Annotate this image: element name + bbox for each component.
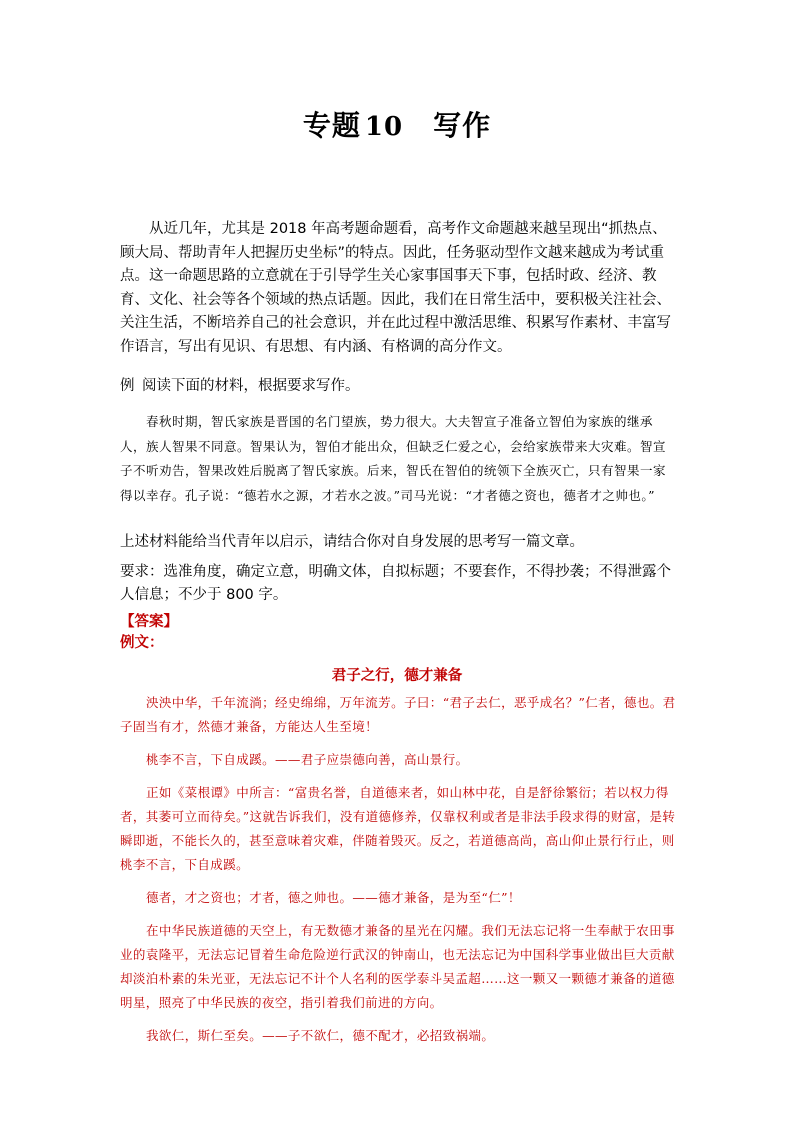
essay-paragraph: 在中华民族道德的天空上，有无数德才兼备的星光在闪耀。我们无法忘记将一生奉献于农田事业的袁隆平，无法忘记冒着生命危险逆行武汉的钟南山，也无法忘记为中国科学事业做出巨大贡献却淡泊朴素的朱光亚，无法忘记不计个人名利的医学泰斗吴孟超……这一颗又一颗德才兼备的道德明星，照亮了中华民族的夜空，指引着我们前进的方向。 [120, 923, 675, 1010]
title-prefix: 专题 [302, 109, 361, 142]
essay-title: 君子之行，德才兼备 [331, 668, 463, 684]
requirements: 要求：选准角度，确定立意，明确文体，自拟标题；不要套作，不得抄袭；不得泄露个人信息；不少于 800 字。 [120, 564, 671, 603]
essay-paragraph: 泱泱中华，千年流淌；经史绵绵，万年流芳。子曰：“君子去仁，恶乎成名？”仁者，德也。君子固当有才，然德才兼备，方能达人生至境！ [120, 695, 676, 734]
essay-paragraph: 我欲仁，斯仁至矣。——子不欲仁，德不配才，必招致祸端。 [146, 1028, 495, 1043]
title-number: 10 [364, 112, 404, 142]
essay-paragraph: 桃李不言，下自成蹊。——君子应崇德向善，高山景行。 [146, 752, 469, 767]
material-paragraph: 春秋时期，智氏家族是晋国的名门望族，势力很大。大夫智宣子准备立智伯为家族的继承人，族人智果不同意。智果认为，智伯才能出众，但缺乏仁爱之心，会给家族带来大灾难。智宣子不听劝告，智果改姓后脱离了智氏家族。后来，智氏在智伯的统领下全族灭亡，只有智果一家得以幸存。孔子说：“德若水之源，才若水之波。”司马光说：“才者德之资也，德者才之帅也。” [120, 414, 667, 503]
intro-paragraph: 从近几年，尤其是 2018 年高考题命题看，高考作文命题越来越呈现出“抓热点、顾大局、帮助青年人把握历史坐标”的特点。因此，任务驱动型作文越来越成为考试重点。这一命题思路的立意就在于引导学生关心家事国事天下事，包括时政、经济、教育、文化、社会等各个领域的热点话题。因此，我们在日常生活中，要积极关注社会、关注生活，不断培养自己的社会意识，并在此过程中激活思维、积累写作素材、丰富写作语言，写出有见识、有思想、有内涵、有格调的高分作文。 [120, 221, 671, 355]
essay-body [120, 691, 676, 1057]
page-title [0, 104, 794, 144]
title-suffix: 写作 [433, 109, 492, 142]
essay-paragraph: 德者，才之资也；才者，德之帅也。——德才兼备，是为至“仁”！ [146, 890, 521, 905]
answer-label: 【答案】 [120, 614, 178, 630]
example-label: 例 [120, 378, 135, 394]
essay-paragraph: 正如《菜根谭》中所言：“富贵名誉，自道德来者，如山林中花，自是舒徐繁衍；若以权力得者，其萎可立而待矣。”这就告诉我们，没有道德修养，仅靠权利或者是非法手段求得的财富，是转瞬即逝，不能长久的，甚至意味着灾难，伴随着毁灭。反之，若道德高尚，高山仰止景行行止，则桃李不言，下自成蹊。 [120, 785, 676, 872]
example-line [120, 374, 676, 395]
essay-label: 例文： [120, 635, 164, 651]
writing-prompt: 上述材料能给当代青年以启示，请结合你对自身发展的思考写一篇文章。 [120, 534, 584, 550]
example-instruction: 阅读下面的材料，根据要求写作。 [142, 378, 360, 394]
